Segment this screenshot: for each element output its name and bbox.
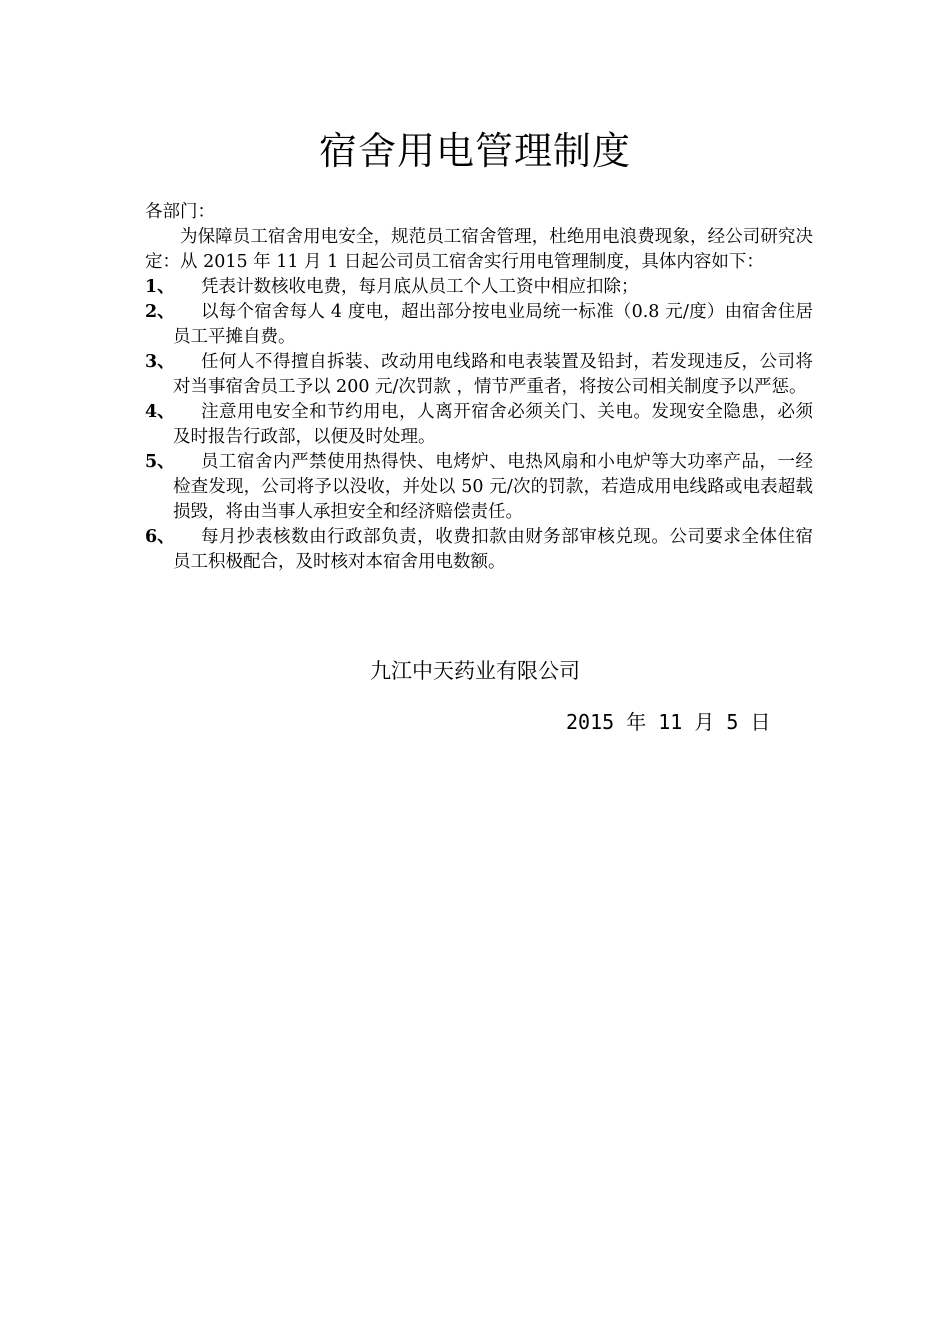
document-body — [145, 200, 813, 575]
rule-number: 3、 — [145, 352, 175, 372]
rule-number: 4、 — [145, 402, 175, 422]
salutation: 各部门： — [145, 202, 215, 222]
rule-number: 1、 — [145, 277, 175, 297]
rule-text: 凭表计数核收电费，每月底从员工个人工资中相应扣除； — [201, 277, 639, 297]
rule-item-3 — [145, 350, 813, 400]
document-date: 2015 年 11 月 5 日 — [566, 710, 771, 734]
rule-number: 6、 — [145, 527, 175, 547]
rule-item-4 — [145, 400, 813, 450]
rule-number: 2、 — [145, 302, 175, 322]
rule-item-2 — [145, 300, 813, 350]
rules-list — [145, 275, 813, 575]
rule-text: 以每个宿舍每人 4 度电，超出部分按电业局统一标准（0.8 元/度）由宿舍住居员工平摊自费。 — [173, 302, 813, 347]
rule-text: 每月抄表核数由行政部负责，收费扣款由财务部审核兑现。公司要求全体住宿员工积极配合，及时核对本宿舍用电数额。 — [173, 527, 813, 572]
document-title: 宿舍用电管理制度 — [318, 129, 631, 173]
rule-item-1 — [145, 275, 813, 300]
company-name: 九江中天药业有限公司 — [370, 659, 580, 683]
rule-text: 注意用电安全和节约用电，人离开宿舍必须关门、关电。发现安全隐患，必须及时报告行政部，以便及时处理。 — [173, 402, 813, 447]
rule-item-6 — [145, 525, 813, 575]
rule-number: 5、 — [145, 452, 175, 472]
rule-item-5 — [145, 450, 813, 525]
intro-paragraph: 为保障员工宿舍用电安全，规范员工宿舍管理，杜绝用电浪费现象，经公司研究决定：从 2015 年 11 月 1 日起公司员工宿舍实行用电管理制度，具体内容如下： — [145, 227, 813, 272]
rule-text: 员工宿舍内严禁使用热得快、电烤炉、电热风扇和小电炉等大功率产品，一经检查发现，公司将予以没收，并处以 50 元/次的罚款，若造成用电线路或电表超载损毁，将由当事人承担安全和经济赔偿责任。 — [173, 452, 813, 522]
rule-text: 任何人不得擅自拆装、改动用电线路和电表装置及铅封，若发现违反，公司将对当事宿舍员工予以 200 元/次罚款 ，情节严重者，将按公司相关制度予以严惩。 — [173, 352, 813, 397]
